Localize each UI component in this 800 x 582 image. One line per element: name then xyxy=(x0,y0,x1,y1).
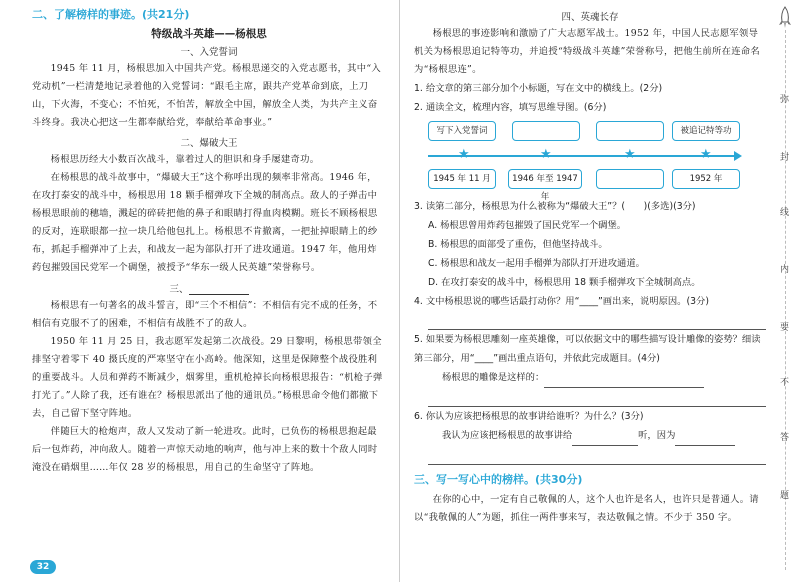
seal-char: 不 xyxy=(780,378,790,388)
star-icon: ★ xyxy=(700,147,712,162)
question-6-reason-line[interactable] xyxy=(675,433,735,446)
mind-map-bottom-box-1: 1945 年 11 月 xyxy=(428,169,496,189)
paragraph-5: 1950 年 11 月 25 日，我志愿军发起第二次战役。29 日黎明，杨根思带领全排坚守着零下 40 摄氏度的严寒坚守在小高岭。他深知，这里是保障整个战役胜利的重要战斗。人员和弹药不断减少，烟雾里，重机枪掉长向杨根思报告：“机枪子弹打光了。”人除了我，还有谁在？杨根思派出了他的通讯员。”杨根思命令他们都撤下去，自己留下坚守阵地。 xyxy=(32,336,383,419)
writing-task: 在你的心中，一定有自己敬佩的人，这个人也许是名人，也许只是普通人。请以“我敬佩的人”为题，抓住一两件事来写，表达敬佩之情。不少于 350 字。 xyxy=(414,494,759,523)
paragraph-4: 杨根思有一句著名的战斗誓言，即“三个不相信”：不相信有完不成的任务，不相信有克服不了的困难，不相信有战胜不了的敌人。 xyxy=(32,300,378,329)
question-4: 4. 文中杨根思说的哪些话最打动你？用“____”画出来，说明原因。(3分) xyxy=(414,296,709,307)
seal-char: 内 xyxy=(780,265,790,275)
seal-char: 封 xyxy=(780,153,790,163)
question-4-answer-line[interactable] xyxy=(428,311,766,330)
question-6: 6. 你认为应该把杨根思的故事讲给谁听？为什么？(3分) xyxy=(414,411,644,422)
question-6-listener-line[interactable] xyxy=(572,433,638,446)
question-1: 1. 给文章的第三部分加个小标题，写在文中的横线上。(2分) xyxy=(414,83,663,94)
paragraph-6: 伴随巨大的枪炮声，敌人又发动了新一轮进攻。此时，已负伤的杨根思抱起最后一包炸药，冲向敌人。随着一声惊天动地的响声，他与冲上来的数十个敌人同时淹没在硝烟里……年仅 28 岁的杨根思，用自己的生命坚守了阵地。 xyxy=(32,426,378,473)
mind-map-bottom-box-4: 1952 年 xyxy=(672,169,740,189)
question-2: 2. 通读全文，梳理内容，填写思维导图。(6分) xyxy=(414,102,607,113)
seal-char: 要 xyxy=(780,323,790,333)
question-5-answer-row xyxy=(442,368,766,388)
paragraph-1: 1945 年 11 月，杨根思加入中国共产党。杨根思递交的入党志愿书，其中“入党动机”一栏清楚地记录着他的入党誓词：“跟毛主席，跟共产党革命到底，上刀山，下火海，不变心；不怕死，不怕苦，解放全中国，解放全人类，为共产主义奋斗终身。我决心把这一生都奉献给党，奉献给革命事业。” xyxy=(32,63,382,128)
star-icon: ★ xyxy=(624,147,636,162)
rocket-icon xyxy=(778,6,792,30)
subtitle-2: 二、爆破大王 xyxy=(180,138,238,149)
question-5: 5. 如果要为杨根思雕刻一座英雄像，可以依据文中的哪些描写设计雕像的姿势？细读第三部分，用“____”画出重点语句，并依此完成题目。(4分) xyxy=(414,334,761,364)
question-3-option-b[interactable]: B. 杨根思的面部受了重伤，但他坚持战斗。 xyxy=(428,239,608,250)
question-3-option-c[interactable]: C. 杨根思和战友一起用手榴弹为部队打开进攻通道。 xyxy=(428,258,645,269)
question-6-answer-prompt-a: 我认为应该把杨根思的故事讲给 xyxy=(442,430,573,441)
mind-map-top-box-3[interactable] xyxy=(596,121,664,141)
paragraph-2: 杨根思历经大小数百次战斗，靠着过人的胆识和身手屡建奇功。 xyxy=(50,154,320,165)
paragraph-3: 在杨根思的战斗故事中，“爆破大王”这个称呼出现的频率非常高。1946 年，在攻打泰安的战斗中，杨根思用 18 颗手榴弹攻下全城的制高点。敌人的子弹击中杨根思眼前的穗墙，溅起的碎砖把他的鼻子和眼睛打得血肉模糊。班长不顾杨根思的反对，连联眼都一拉一块几给他包扎上。杨根思不肯撤离，一把扯掉眼睛上的纱布，抓起手榴弹冲了上去，和战友一起为部队打开了进攻通道。1947 年，他用炸药包摧毁国民党军一个碉堡，被授予“华东一级人民英雄”荣誉称号。 xyxy=(32,172,378,273)
seal-char: 弥 xyxy=(780,95,790,105)
question-3-option-d[interactable]: D. 在攻打泰安的战斗中，杨根思用 18 颗手榴弹攻下全城制高点。 xyxy=(428,277,701,288)
question-5-answer-line[interactable] xyxy=(544,375,704,388)
binding-margin xyxy=(770,0,800,582)
question-3: 3. 读第二部分，杨根思为什么被称为“爆破大王”？( )(多选)(3分) xyxy=(414,201,696,212)
article-title: 特级战斗英雄——杨根思 xyxy=(151,28,267,40)
section-heading-3: 三、写一写心中的榜样。(共30分) xyxy=(414,473,583,486)
question-6-answer-prompt-b: 听，因为 xyxy=(638,430,676,441)
mind-map-top-box-2[interactable] xyxy=(512,121,580,141)
seal-char: 答 xyxy=(780,433,790,443)
star-icon: ★ xyxy=(540,147,552,162)
page-number: 32 xyxy=(30,560,56,574)
part-4-title: 四、英魂长存 xyxy=(561,12,619,23)
question-5-answer-line-2[interactable] xyxy=(428,388,766,407)
star-icon: ★ xyxy=(458,147,470,162)
mind-map-top-box-4: 被追记特等功 xyxy=(672,121,740,141)
mind-map-bottom-box-3[interactable] xyxy=(596,169,664,189)
right-page xyxy=(400,0,800,582)
seal-char: 题 xyxy=(780,491,790,501)
part-4-intro: 杨根思的事迹影响和激励了广大志愿军战士。1952 年，中国人民志愿军领导机关为杨根思追记特等功，并追授“特级战斗英雄”荣誉称号，把他生前所在连命名为“杨根思连”。 xyxy=(414,28,760,75)
subtitle-3-answer-line[interactable] xyxy=(189,284,249,295)
section-heading-2: 二、了解榜样的事迹。(共21分) xyxy=(32,8,190,21)
mind-map-bottom-box-2: 1946 年至 1947 年 xyxy=(508,169,582,189)
timeline-axis xyxy=(428,155,736,157)
question-5-answer-prompt: 杨根思的雕像是这样的： xyxy=(442,372,545,383)
mind-map-timeline xyxy=(428,121,744,202)
subtitle-3-prefix: 三、 xyxy=(169,284,189,295)
question-6-answer-row xyxy=(442,426,766,446)
timeline-arrowhead xyxy=(734,151,742,161)
subtitle-3-blank xyxy=(32,281,386,295)
question-6-answer-line-2[interactable] xyxy=(428,446,766,465)
mind-map-top-box-1: 写下入党誓词 xyxy=(428,121,496,141)
question-3-option-a[interactable]: A. 杨根思曾用炸药包摧毁了国民党军一个碉堡。 xyxy=(428,220,627,231)
subtitle-1: 一、入党誓词 xyxy=(180,47,238,58)
seal-char: 线 xyxy=(780,208,790,218)
